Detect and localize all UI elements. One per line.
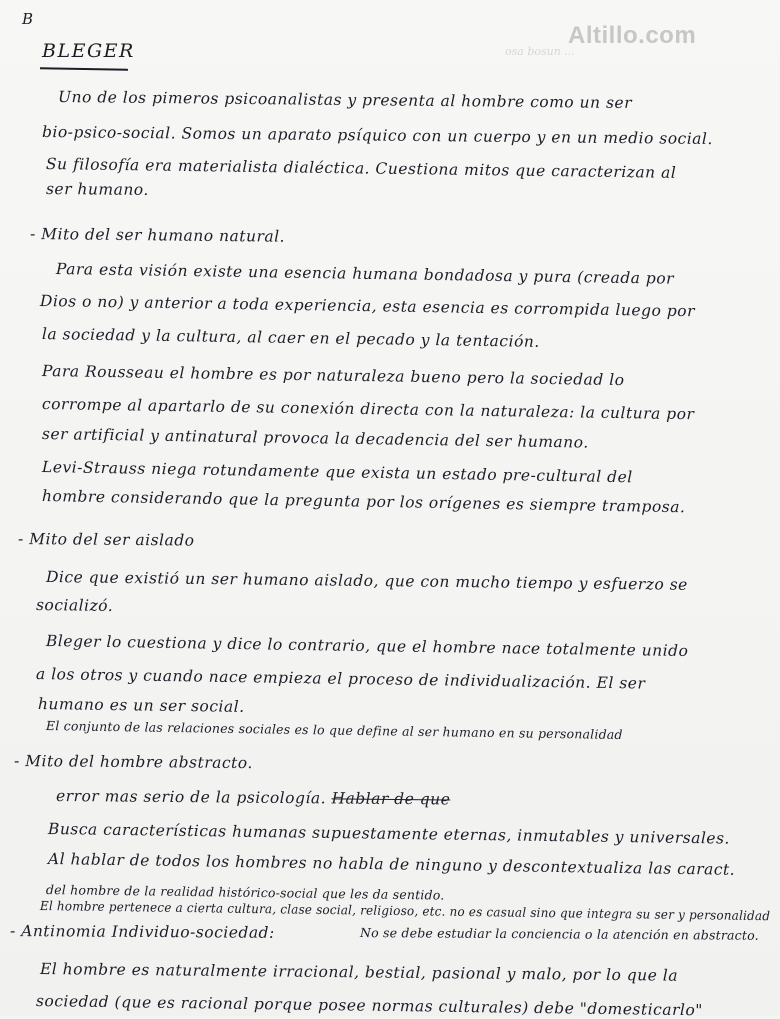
text-line: Busca características humanas supuestamente eternas, inmutables y universales.: [47, 820, 731, 848]
page-title: BLEGER: [42, 40, 135, 62]
text-line: hombre considerando que la pregunta por los orígenes es siempre tramposa.: [41, 487, 686, 517]
section-heading: - Mito del hombre abstracto.: [13, 752, 253, 773]
bleed-through-text: osa bosun ...: [505, 45, 575, 58]
text-line: El hombre pertenece a cierta cultura, clase social, religioso, etc. no es casual sino que integra su ser y personalidad: [39, 898, 771, 924]
text-line: Uno de los pimeros psicoanalistas y presenta al hombre como un ser: [57, 88, 633, 113]
text-line: ser humano.: [45, 180, 149, 199]
text-span: error mas serio de la psicología.: [55, 787, 327, 808]
text-line: sociedad (que es racional porque posee normas culturales) debe "domesticarlo": [35, 992, 704, 1019]
text-line: socializó.: [35, 596, 114, 615]
section-heading: - Mito del ser humano natural.: [29, 225, 286, 246]
text-line: [56, 787, 450, 808]
text-line: corrompe al apartarlo de su conexión directa con la naturaleza: la cultura por: [41, 395, 695, 424]
text-line: Al hablar de todos los hombres no habla de ninguno y descontextualiza las caract.: [47, 850, 736, 879]
struck-text: Hablar de que: [331, 789, 451, 809]
text-line: Bleger lo cuestiona y dice lo contrario, que el hombre nace totalmente unido: [45, 632, 689, 661]
text-line: Para esta visión existe una esencia humana bondadosa y pura (creada por: [55, 260, 675, 288]
title-underline: [40, 67, 128, 71]
margin-note: No se debe estudiar la conciencia o la atención en abstracto.: [359, 925, 759, 943]
text-line: Dice que existió un ser humano aislado, que con mucho tiempo y esfuerzo se: [45, 568, 688, 594]
text-line: El conjunto de las relaciones sociales es lo que define al ser humano en su personalidad: [45, 718, 623, 743]
text-line: la sociedad y la cultura, al caer en el pecado y la tentación.: [41, 325, 540, 351]
text-line: El hombre es naturalmente irracional, bestial, pasional y malo, por lo que la: [39, 960, 679, 985]
text-line: del hombre de la realidad histórico-social que les da sentido.: [45, 882, 445, 903]
text-line: Levi-Strauss niega rotundamente que exista un estado pre-cultural del: [41, 458, 633, 487]
text-line: ser artificial y antinatural provoca la decadencia del ser humano.: [41, 425, 589, 452]
corner-mark: B: [22, 10, 34, 28]
text-line: bio-psico-social. Somos un aparato psíquico con un cuerpo y en un medio social.: [41, 123, 713, 149]
section-heading: - Antinomia Individuo-sociedad:: [9, 922, 275, 942]
text-line: Dios o no) y anterior a toda experiencia, esta esencia es corrompida luego por: [39, 292, 696, 321]
watermark-logo: Altillo.com: [568, 22, 697, 49]
text-line: humano es un ser social.: [37, 695, 245, 716]
section-heading: - Mito del ser aislado: [17, 530, 195, 550]
text-line: a los otros y cuando nace empieza el proceso de individualización. El ser: [35, 665, 646, 693]
text-line: Su filosofía era materialista dialéctica. Cuestiona mitos que caracterizan al: [45, 155, 677, 182]
text-line: Para Rousseau el hombre es por naturaleza bueno pero la sociedad lo: [41, 362, 625, 390]
